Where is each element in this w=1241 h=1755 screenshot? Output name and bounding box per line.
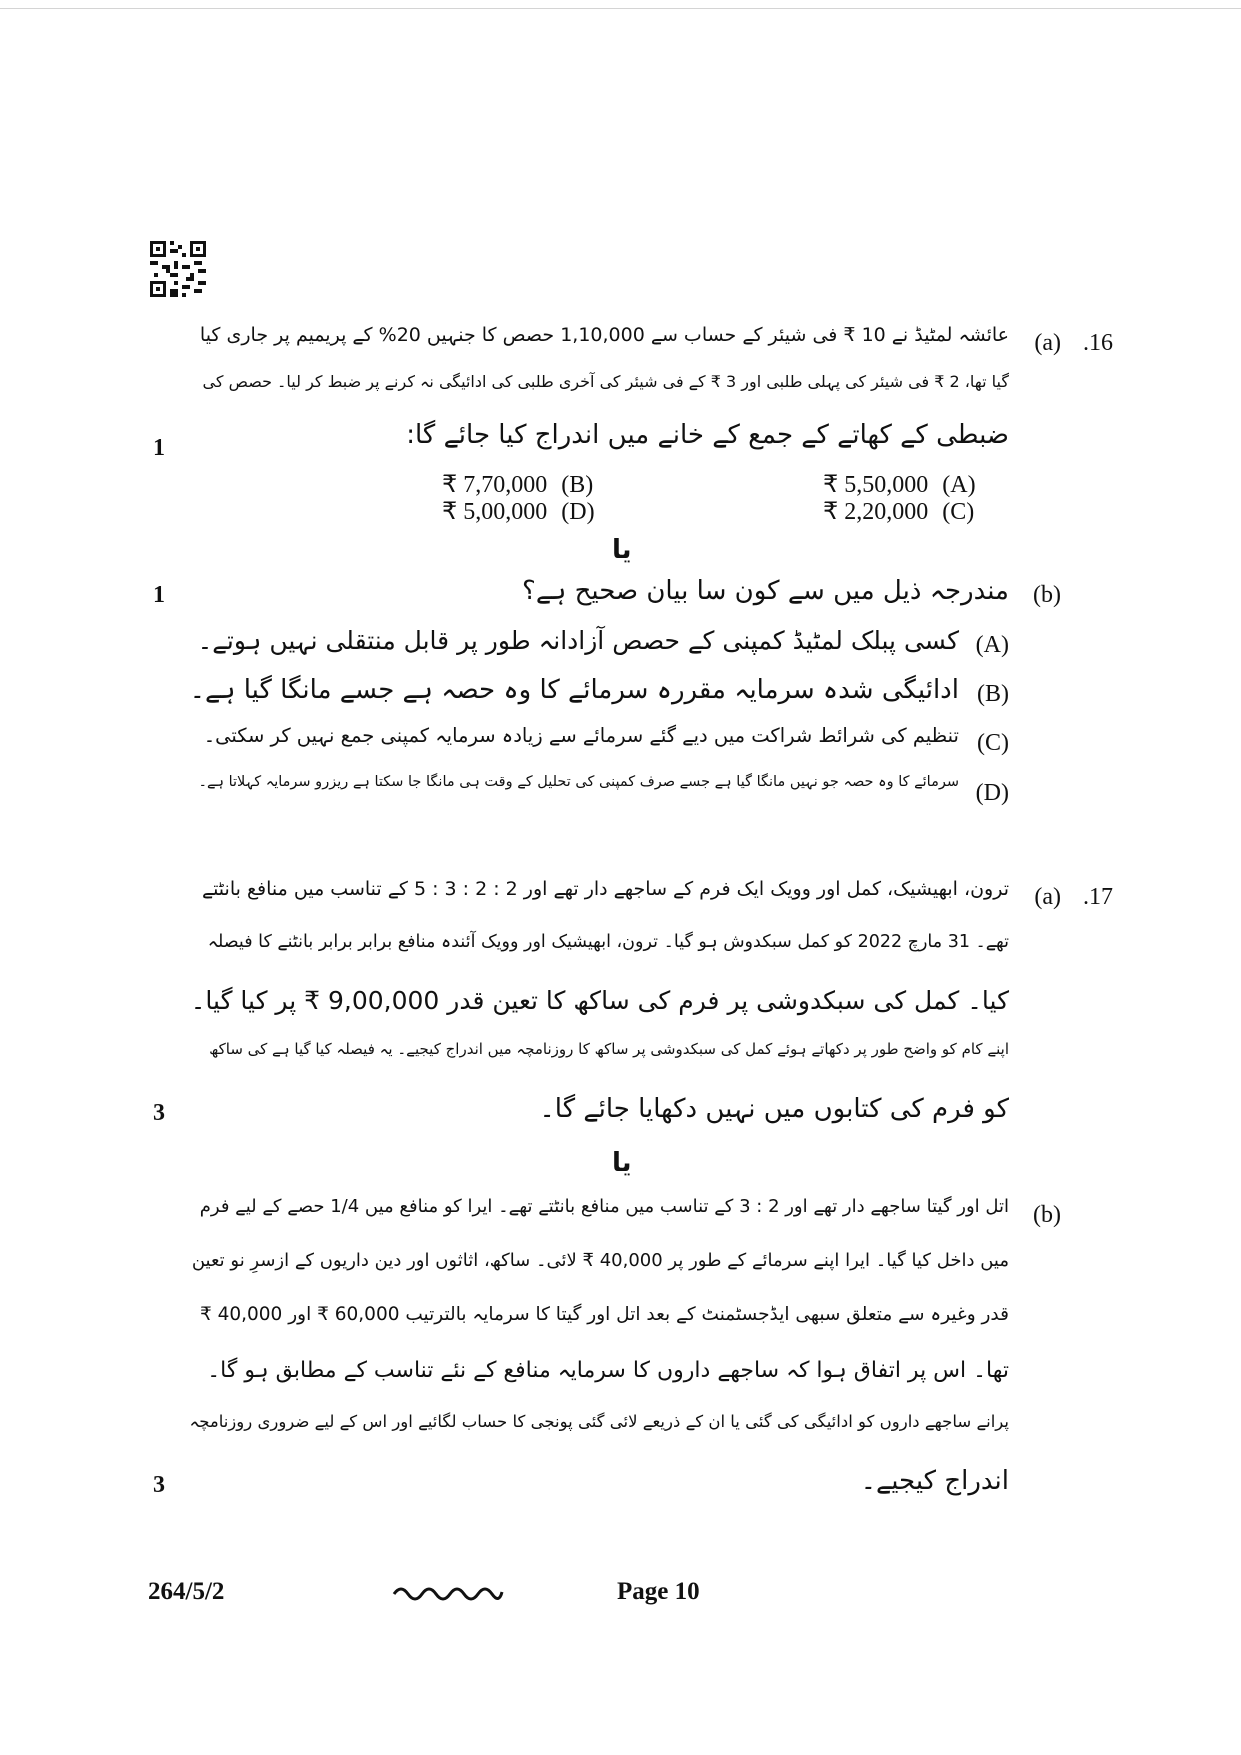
q17a-line-5: کو فرم کی کتابوں میں نہیں دکھایا جائے گا۔	[539, 1094, 1009, 1124]
q16a-line-2: گیا تھا، 2 ₹ فی شیئر کی پہلی طلبی اور 3 ₹ کے فی شیئر کی آخری طلبی کی ادائیگی نہ کرنے پر ضبط کر لیا۔ حصص کی	[202, 372, 1009, 391]
q16b-question: مندرجہ ذیل میں سے کون سا بیان صحیح ہے؟	[522, 576, 1009, 606]
q16a-option-b-value: ₹ 7,70,000	[442, 472, 548, 498]
q16a-option-a	[823, 470, 976, 499]
q16b-choice-c-label: (C)	[977, 730, 1009, 756]
q16b-choice-a-label: (A)	[975, 632, 1009, 658]
q16a-option-d-label: (D)	[561, 499, 595, 525]
q17b-label: (b)	[1033, 1202, 1061, 1228]
q17b-line-4: تھا۔ اس پر اتفاق ہوا کہ ساجھے داروں کا سرمایہ منافع کے نئے تناسب کے مطابق ہو گا۔	[207, 1358, 1009, 1383]
q16b-choice-b-label: (B)	[977, 681, 1009, 707]
q16a-option-c	[823, 497, 974, 526]
top-page-rule	[0, 8, 1241, 9]
q17b-line-5: پرانے ساجھے داروں کو ادائیگی کی گئی یا ان کے ذریعے لائی گئی پونجی کا حساب لگائیے اور اس کے لیے ضروری روزنامچہ	[189, 1412, 1009, 1431]
q16a-option-b	[442, 470, 593, 499]
q16a-option-a-label: (A)	[942, 472, 976, 498]
q16b-marks: 1	[153, 582, 165, 608]
q17a-line-3: کیا۔ کمل کی سبکدوشی پر فرم کی ساکھ کا تعین قدر 9,00,000 ₹ پر کیا گیا۔	[190, 986, 1009, 1015]
q17a-label: (a)	[1034, 884, 1061, 910]
q16-or: یا	[612, 535, 632, 565]
q16a-option-b-label: (B)	[561, 472, 594, 498]
q16a-option-c-value: ₹ 2,20,000	[823, 499, 929, 525]
q17-number: .17	[1083, 884, 1113, 910]
q17b-line-1: اتل اور گیتا ساجھے دار تھے اور 2 : 3 کے تناسب میں منافع بانٹتے تھے۔ ایرا کو منافع میں 1/4 حصے کے لیے فرم	[199, 1196, 1009, 1217]
q17a-line-4: اپنے کام کو واضح طور پر دکھاتے ہوئے کمل کی سبکدوشی پر ساکھ کا روزنامچہ میں اندراج کیجیے۔ یہ فیصلہ کیا گیا ہے کی ساکھ	[209, 1040, 1009, 1058]
footer-page-number: Page 10	[617, 1578, 700, 1605]
q16b-choice-d-label: (D)	[975, 780, 1009, 806]
q16a-marks: 1	[153, 435, 165, 461]
qr-code	[150, 241, 206, 297]
q17-or: یا	[612, 1148, 632, 1178]
q16b-choice-a-text: کسی پبلک لمٹیڈ کمپنی کے حصص آزادانہ طور پر قابل منتقلی نہیں ہوتے۔	[197, 626, 959, 655]
q16a-label: (a)	[1034, 330, 1061, 356]
q16a-option-a-value: ₹ 5,50,000	[823, 472, 929, 498]
q16b-choice-d-text: سرمائے کا وہ حصہ جو نہیں مانگا گیا ہے جسے صرف کمپنی کی تحلیل کے وقت ہی مانگا جا سکتا ہے ریزرو سرمایہ کہلاتا ہے۔	[198, 774, 959, 790]
q17b-marks: 3	[153, 1472, 165, 1498]
q16-number: .16	[1083, 330, 1113, 356]
q16b-choice-c-text: تنظیم کی شرائط شراکت میں دیے گئے سرمائے سے زیادہ سرمایہ کمپنی جمع نہیں کر سکتی۔	[203, 724, 959, 747]
q17a-line-2: تھے۔ 31 مارچ 2022 کو کمل سبکدوش ہو گیا۔ ترون، ابھیشیک اور وویک آئندہ منافع برابر برابر بانٹنے کا فیصلہ	[207, 932, 1009, 952]
q16b-label: (b)	[1033, 582, 1061, 608]
q16a-line-1: عائشہ لمٹیڈ نے 10 ₹ فی شیئر کے حساب سے 1,10,000 حصص کا جنہیں 20% کے پریمیم پر جاری کیا	[199, 324, 1009, 346]
wavy-line-ornament	[392, 1582, 504, 1602]
q16a-option-d-value: ₹ 5,00,000	[442, 499, 548, 525]
footer-paper-code: 264/5/2	[148, 1578, 225, 1605]
q17a-marks: 3	[153, 1100, 165, 1126]
q17b-line-3: قدر وغیرہ سے متعلق سبھی ایڈجسٹمنٹ کے بعد اتل اور گیتا کا سرمایہ بالترتیب 60,000 ₹ اور 40,000 ₹	[199, 1304, 1009, 1325]
q16a-option-c-label: (C)	[942, 499, 975, 525]
q17a-line-1: ترون، ابھیشیک، کمل اور وویک ایک فرم کے ساجھے دار تھے اور 2 : 2 : 3 : 5 کے تناسب میں منافع بانٹتے	[201, 878, 1009, 900]
q17b-line-2: میں داخل کیا گیا۔ ایرا اپنے سرمائے کے طور پر 40,000 ₹ لائی۔ ساکھ، اثاثوں اور دین داریوں کے ازسرِ نو تعین	[191, 1250, 1009, 1271]
q17b-line-6: اندراج کیجیے۔	[860, 1466, 1009, 1496]
q16a-line-3: ضبطی کے کھاتے کے جمع کے خانے میں اندراج کیا جائے گا:	[406, 420, 1009, 450]
q16b-choice-b-text: ادائیگی شدہ سرمایہ مقررہ سرمائے کا وہ حصہ ہے جسے مانگا گیا ہے۔	[189, 675, 959, 705]
q16a-option-d	[442, 497, 595, 526]
